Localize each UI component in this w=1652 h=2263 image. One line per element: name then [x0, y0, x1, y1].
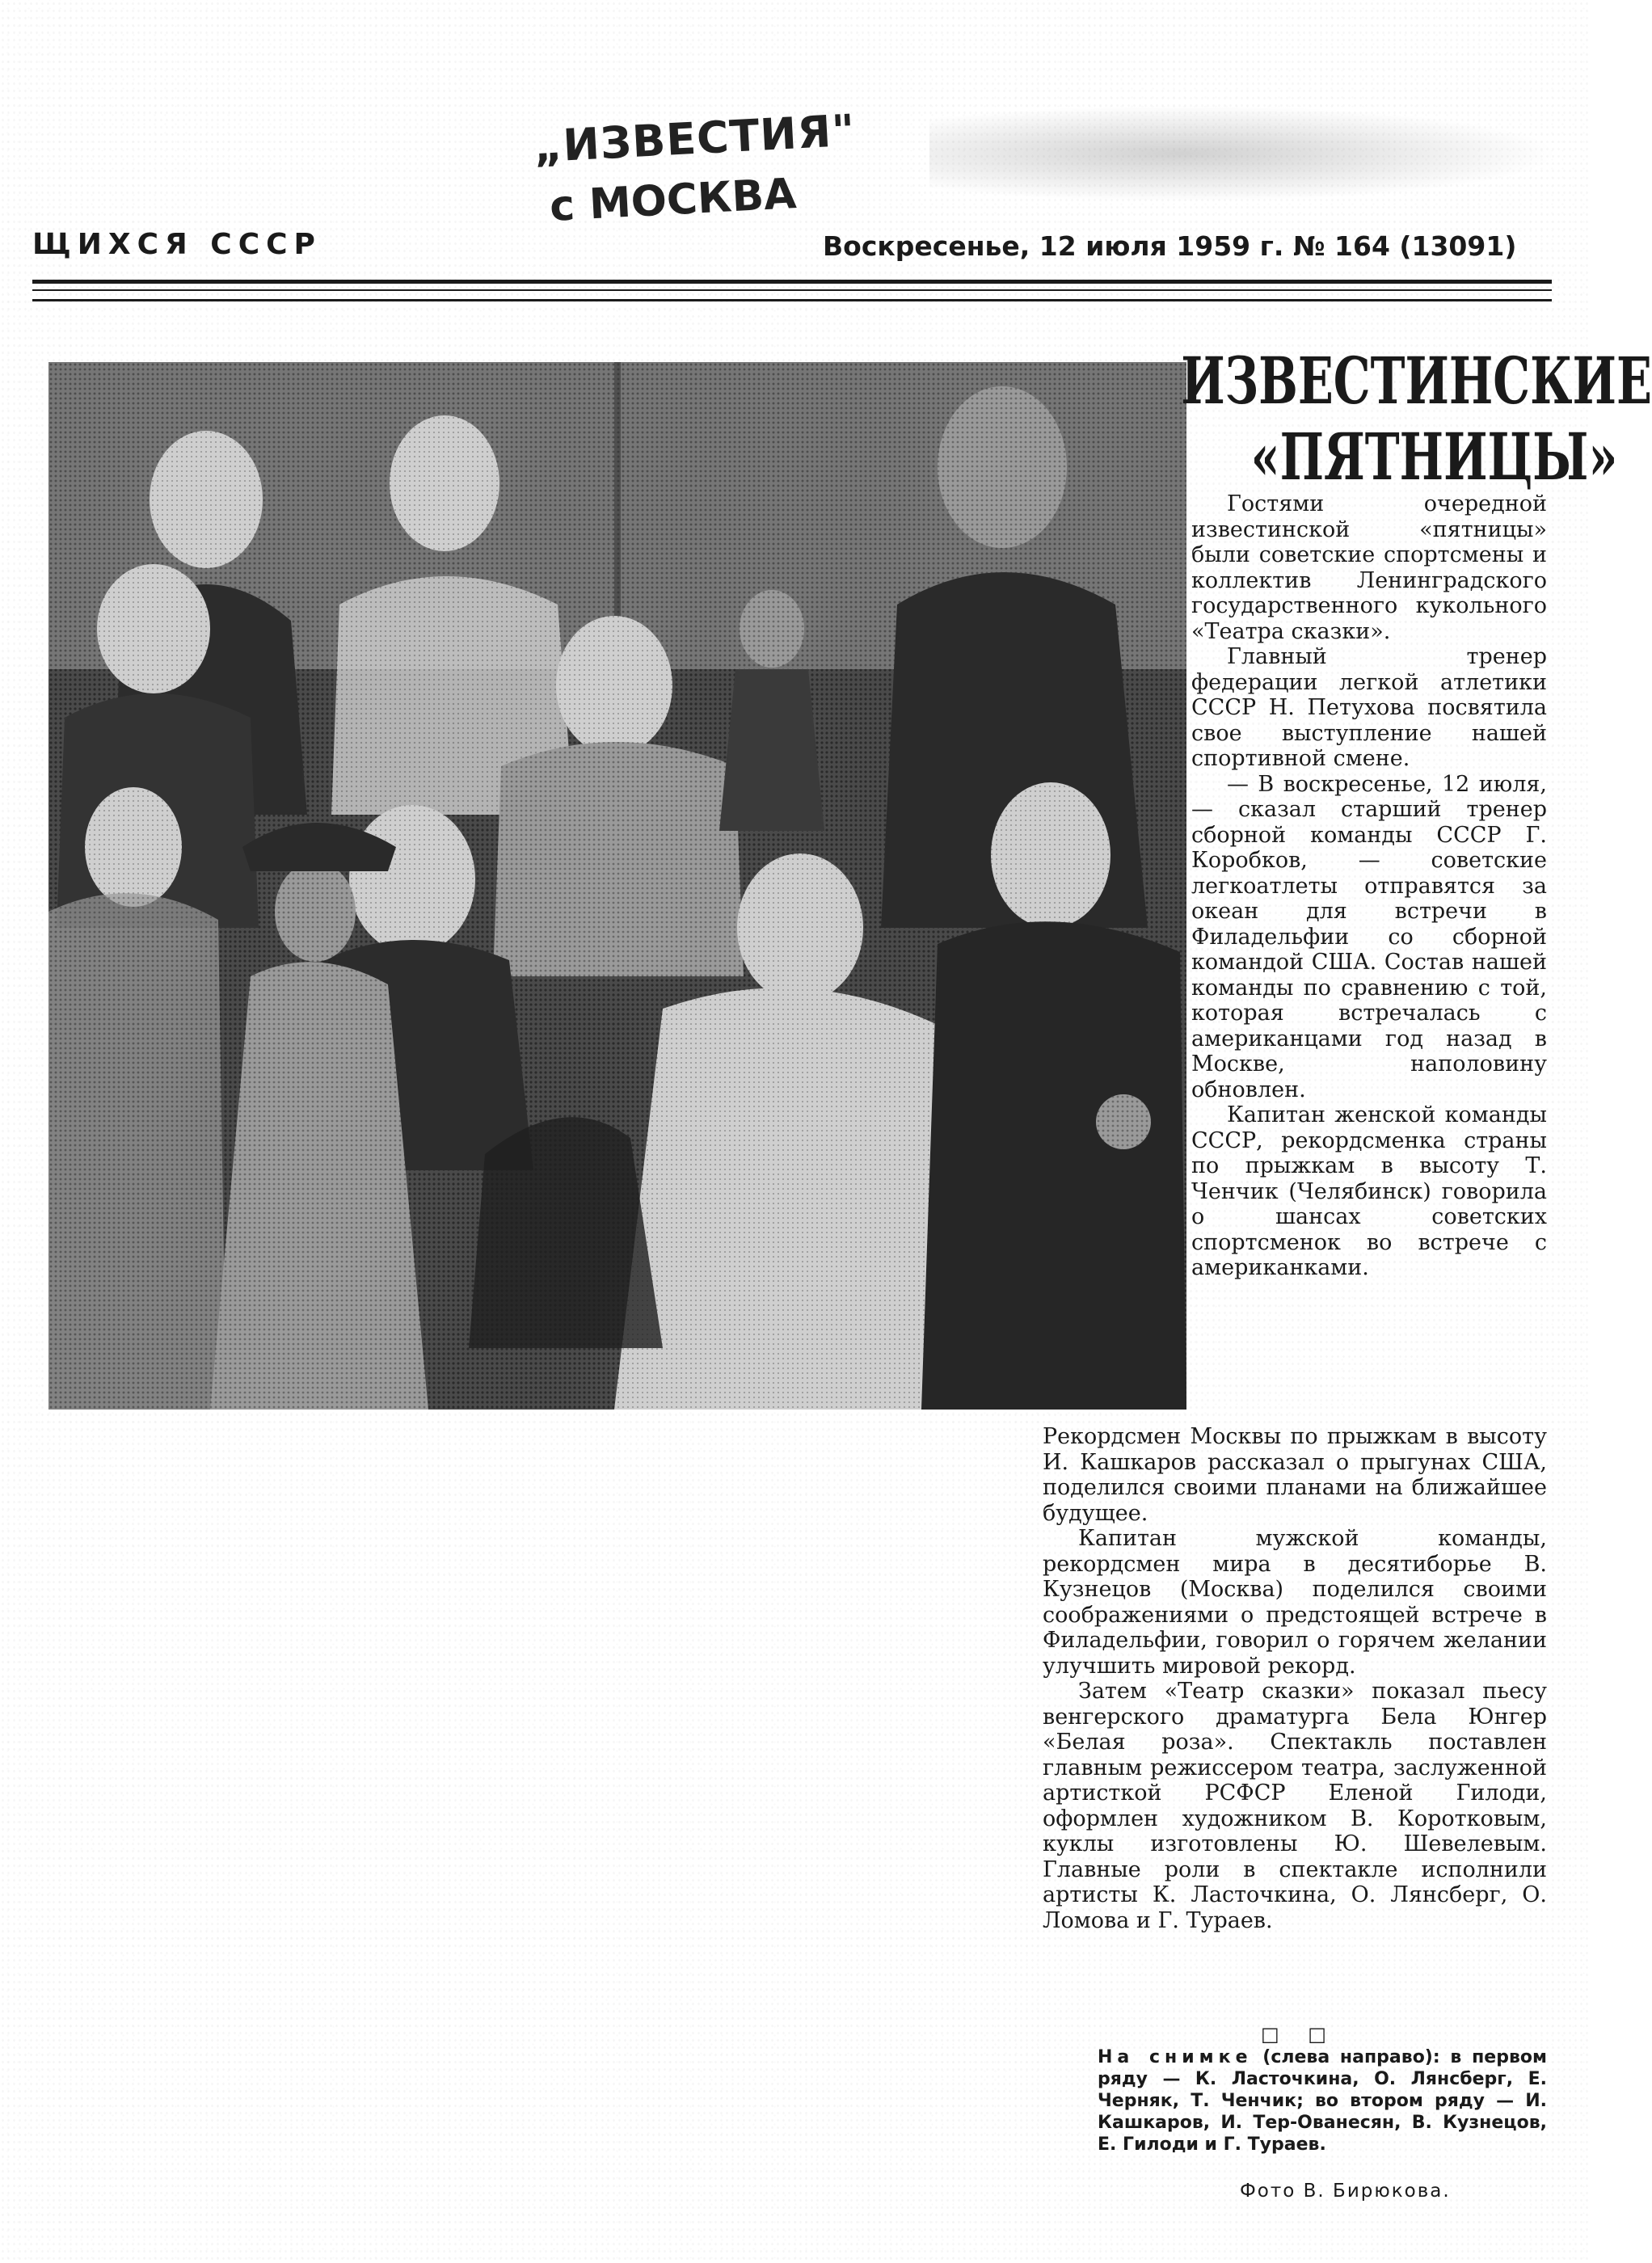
- newspaper-stamp: [525, 104, 865, 242]
- photo-credit: Фото В. Бирюкова.: [1240, 2181, 1451, 2202]
- group-photo-illustration: [48, 362, 1186, 1410]
- photo-caption: [1098, 2046, 1547, 2156]
- article-paragraph-4: Капитан женской команды СССР, рекордсменка страны по прыжкам в высоту Т. Ченчик (Челябинск) говорила о шансах советских спортсменок во встрече с американками.: [1191, 1102, 1547, 1280]
- group-photo: [48, 362, 1186, 1410]
- caption-text: (слева направо): в первом ряду — К. Ласточкина, О. Лянсберг, Е. Черняк, Т. Ченчик; во втором ряду — И. Кашкаров, И. Тер-Ованесян, В. Кузнецов, Е. Гилоди и Г. Тураев.: [1098, 2047, 1547, 2155]
- headline-line-1: ИЗВЕСТИНСКИЕ: [1181, 343, 1652, 419]
- article-headline: [1181, 343, 1652, 495]
- masthead-rule-bottom: [32, 299, 1552, 301]
- caption-lead: На снимке: [1098, 2047, 1253, 2067]
- article-wide-column: [1043, 1424, 1547, 1933]
- article-paragraph-2: Главный тренер федерации легкой атлетики СССР Н. Петухова посвятила свое выступление нашей спортивной смене.: [1191, 644, 1547, 771]
- scan-smudge: [929, 105, 1560, 202]
- section-ornament: □ □: [1261, 2023, 1338, 2046]
- masthead-date-issue: Воскресенье, 12 июля 1959 г. № 164 (13091): [823, 230, 1517, 262]
- article-paragraph-5: Капитан мужской команды, рекордсмен мира в десятиборье В. Кузнецов (Москва) поделился своими соображениями о предстоящей встрече в Филадельфии, говорил о горячем желании улучшить мировой рекорд.: [1043, 1526, 1547, 1679]
- masthead-left-text: ЩИХСЯ СССР: [32, 228, 322, 261]
- stamp-line-2: с МОСКВА: [548, 170, 798, 231]
- article-paragraph-6: Затем «Театр сказки» показал пьесу венгерского драматурга Бела Юнгер «Белая роза». Спектакль поставлен главным режиссером театра, заслуженной артисткой РСФСР Еленой Гилоди, оформлен художником В. Коротковым, куклы изготовлены Ю. Шевелевым. Главные роли в спектакле исполнили артисты К. Ласточкина, О. Лянсберг, О. Ломова и Г. Тураев.: [1043, 1679, 1547, 1933]
- masthead-rule-thin: [32, 289, 1552, 291]
- headline-line-2: «ПЯТНИЦЫ»: [1250, 419, 1618, 495]
- masthead-rule-thick: [32, 280, 1552, 284]
- article-paragraph-4-continued: Рекордсмен Москвы по прыжкам в высоту И. Кашкаров рассказал о прыгунах США, поделился своими планами на ближайшее будущее.: [1043, 1424, 1547, 1526]
- article-paragraph-3: — В воскресенье, 12 июля, — сказал старший тренер сборной команды СССР Г. Коробков, — советские легкоатлеты отправятся за океан для встречи в Филадельфии со сборной командой США. Состав нашей команды по сравнению с той, которая встречалась с американцами год назад в Москве, наполовину обновлен.: [1191, 771, 1547, 1102]
- article-paragraph-1: Гостями очередной известинской «пятницы» были советские спортсмены и коллектив Ленинградского государственного кукольного «Театра сказки».: [1191, 491, 1547, 644]
- stamp-line-1: „ИЗВЕСТИЯ": [532, 104, 857, 173]
- article-column: [1191, 491, 1547, 1281]
